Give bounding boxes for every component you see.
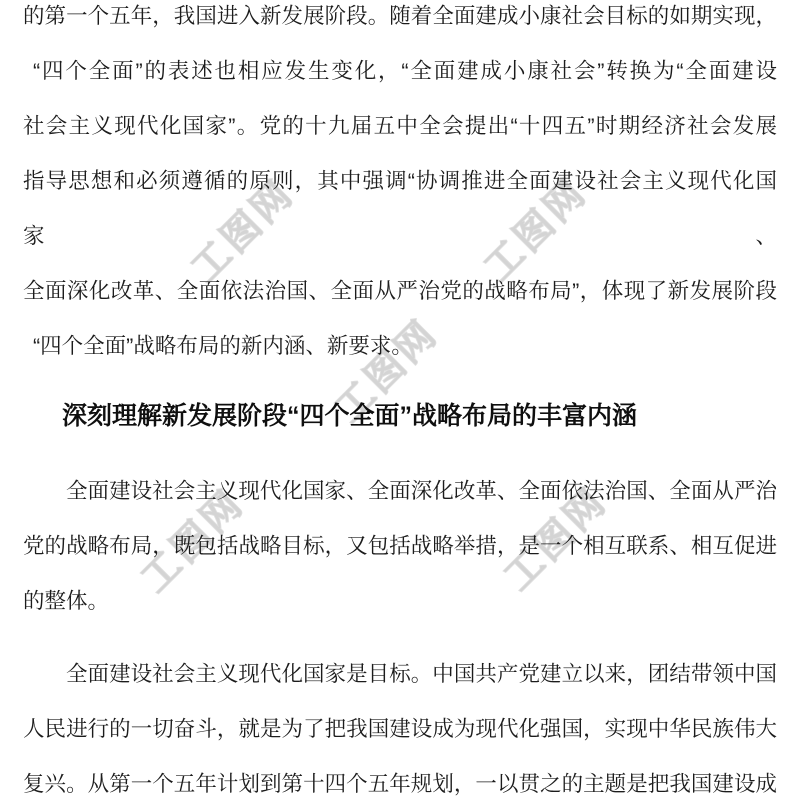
watermark-text: 工图网 <box>183 171 303 291</box>
body-line: 复兴。从第一个五年计划到第十四个五年规划，一以贯之的主题是把我国建设成 <box>23 772 777 796</box>
body-line: 指导思想和必须遵循的原则，其中强调“协调推进全面建设社会主义现代化国家、 <box>23 169 777 248</box>
watermark-text: 工图网 <box>327 311 447 431</box>
body-line: “四个全面”战略布局的新内涵、新要求。 <box>33 334 413 358</box>
body-line: 社会主义现代化国家”。党的十九届五中全会提出“十四五”时期经济社会发展 <box>23 114 777 138</box>
paragraph-1 <box>23 0 777 374</box>
body-line: 党的战略布局，既包括战略目标，又包括战略举措，是一个相互联系、相互促进 <box>23 534 777 558</box>
body-line: 的整体。 <box>23 589 110 613</box>
body-line: 全面深化改革、全面依法治国、全面从严治党的战略布局”，体现了新发展阶段 <box>23 279 777 303</box>
body-line: 人民进行的一切奋斗，就是为了把我国建设成为现代化强国，实现中华民族伟大 <box>23 717 777 741</box>
watermark-text: 工图网 <box>476 170 596 290</box>
paragraph-2 <box>23 464 777 629</box>
watermark-text: 工图网 <box>496 479 616 599</box>
paragraph-3 <box>23 647 777 800</box>
watermark-text: 工图网 <box>133 481 253 601</box>
section-heading: 深刻理解新发展阶段“四个全面”战略布局的丰富内涵 <box>62 402 638 430</box>
body-line: “四个全面”的表述也相应发生变化，“全面建成小康社会”转换为“全面建设 <box>33 59 777 83</box>
body-line: 全面建设社会主义现代化国家、全面深化改革、全面依法治国、全面从严治 <box>66 479 777 503</box>
body-line: 全面建设社会主义现代化国家是目标。中国共产党建立以来，团结带领中国 <box>66 662 777 686</box>
body-line: 的第一个五年，我国进入新发展阶段。随着全面建成小康社会目标的如期实现， <box>23 4 777 28</box>
